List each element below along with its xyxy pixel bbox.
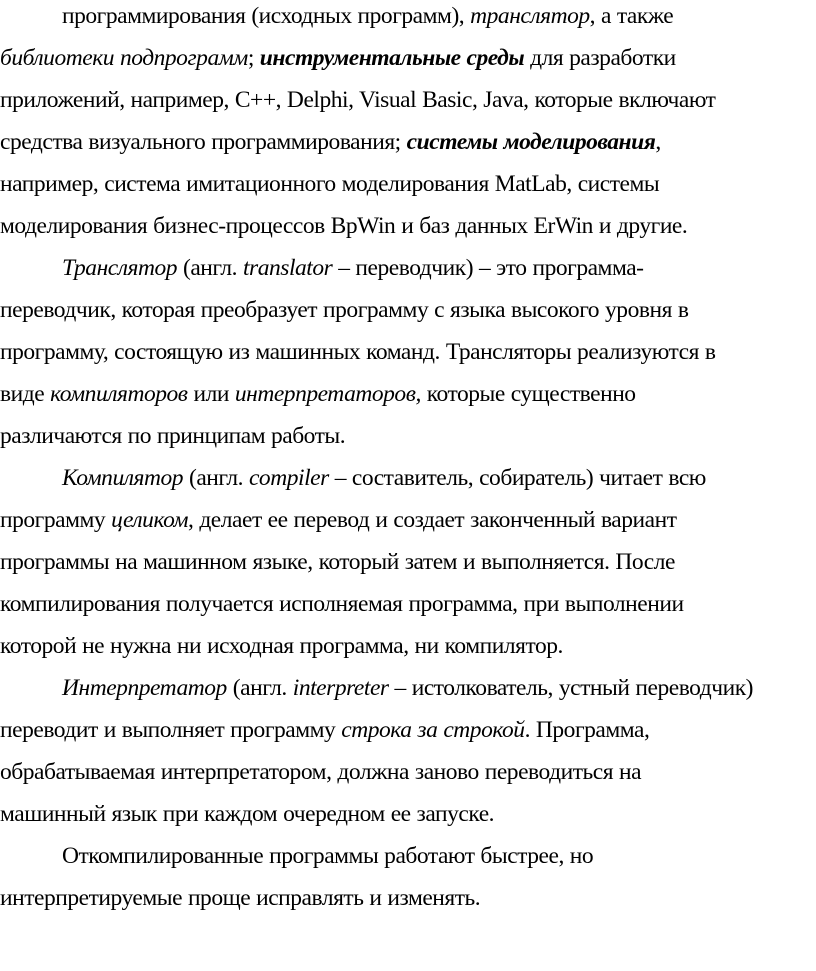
text-run: (англ. bbox=[183, 465, 249, 491]
text-line bbox=[62, 253, 816, 283]
text-run: . Программа, bbox=[524, 717, 650, 743]
text-line bbox=[0, 169, 816, 199]
text-run: различаются по принципам работы. bbox=[0, 423, 346, 449]
text-line bbox=[62, 673, 816, 703]
text-run: для разработки bbox=[524, 45, 676, 71]
text-line bbox=[62, 841, 816, 871]
italic-term: Интерпретатор bbox=[62, 675, 227, 701]
text-run: например, система имитационного моделирования MatLab, системы bbox=[0, 171, 660, 197]
text-line bbox=[62, 463, 816, 493]
text-line bbox=[0, 43, 816, 73]
italic-term: транслятор bbox=[470, 3, 590, 29]
text-line bbox=[0, 631, 816, 661]
text-line bbox=[0, 799, 816, 829]
italic-term: библиотеки подпрограмм bbox=[0, 45, 248, 71]
text-run: компилирования получается исполняемая программа, при выполнении bbox=[0, 591, 684, 617]
emphasis-term: инструментальные среды bbox=[259, 45, 525, 71]
text-run: переводчик, которая преобразует программу с языка высокого уровня в bbox=[0, 297, 689, 323]
text-line bbox=[0, 421, 816, 451]
text-run: программу, состоящую из машинных команд. Трансляторы реализуются в bbox=[0, 339, 716, 365]
text-line bbox=[0, 715, 816, 745]
text-line bbox=[0, 883, 816, 913]
text-run: программу bbox=[0, 507, 112, 533]
text-run: машинный язык при каждом очередном ее запуске. bbox=[0, 801, 495, 827]
italic-term: Транслятор bbox=[62, 255, 178, 281]
italic-term: Компилятор bbox=[62, 465, 184, 491]
text-run: программы на машинном языке, который затем и выполняется. После bbox=[0, 549, 675, 575]
text-run: , делает ее перевод и создает законченный вариант bbox=[188, 507, 677, 533]
text-run: которые существенно bbox=[420, 381, 636, 407]
text-line bbox=[0, 211, 816, 241]
text-run: приложений, например, C++, Delphi, Visual Basic, Java, которые включают bbox=[0, 87, 716, 113]
text-line bbox=[0, 337, 816, 367]
text-run: – составитель, собиратель) читает всю bbox=[328, 465, 706, 491]
text-run: (англ. bbox=[177, 255, 243, 281]
italic-term: интерпретаторов, bbox=[234, 381, 421, 407]
text-line bbox=[0, 85, 816, 115]
text-run: Откомпилированные программы работают быстрее, но bbox=[62, 843, 594, 869]
text-run: ; bbox=[247, 45, 260, 71]
text-run: которой не нужна ни исходная программа, ни компилятор. bbox=[0, 633, 563, 659]
italic-term: translator bbox=[242, 255, 333, 281]
text-line bbox=[0, 127, 816, 157]
italic-term: целиком bbox=[111, 507, 188, 533]
text-line bbox=[0, 757, 816, 787]
italic-term: compiler bbox=[248, 465, 329, 491]
text-run: обрабатываемая интерпретатором, должна заново переводиться на bbox=[0, 759, 642, 785]
text-line bbox=[0, 589, 816, 619]
text-run: интерпретируемые проще исправлять и изменять. bbox=[0, 885, 481, 911]
text-line bbox=[0, 547, 816, 577]
emphasis-term: системы моделирования bbox=[406, 129, 656, 155]
text-run: – истолкователь, устный переводчик) bbox=[388, 675, 754, 701]
text-line bbox=[0, 379, 816, 409]
text-run: , а также bbox=[589, 3, 674, 29]
italic-term: interpreter bbox=[292, 675, 389, 701]
text-run: средства визуального программирования; bbox=[0, 129, 407, 155]
text-run: или bbox=[187, 381, 235, 407]
text-line bbox=[0, 505, 816, 535]
text-run: переводит и выполняет программу bbox=[0, 717, 342, 743]
italic-term: компиляторов bbox=[50, 381, 188, 407]
text-line bbox=[62, 1, 816, 31]
text-run: , bbox=[655, 129, 661, 155]
text-run: виде bbox=[0, 381, 51, 407]
text-run: моделирования бизнес-процессов BpWin и баз данных ErWin и другие. bbox=[0, 213, 688, 239]
text-run: – переводчик) – это программа- bbox=[332, 255, 644, 281]
text-line bbox=[0, 295, 816, 325]
text-run: программирования (исходных программ), bbox=[62, 3, 471, 29]
italic-term: строка за строкой bbox=[341, 717, 525, 743]
text-run: (англ. bbox=[226, 675, 293, 701]
